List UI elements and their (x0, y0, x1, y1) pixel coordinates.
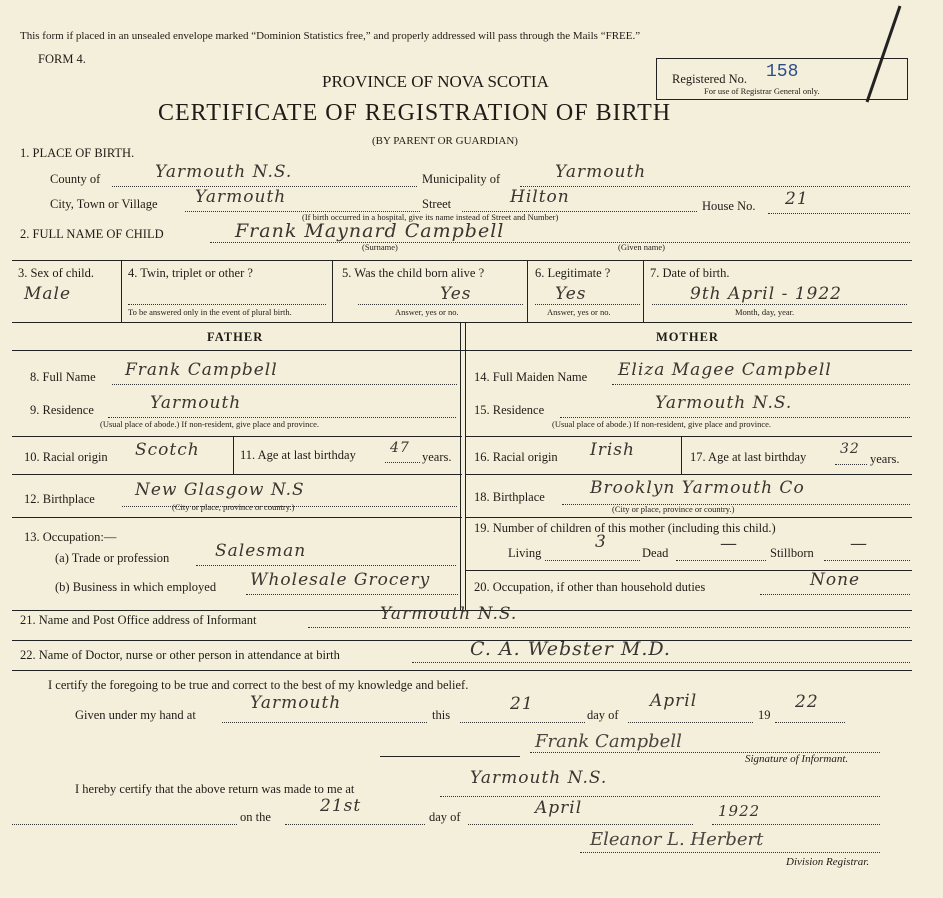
informant-label: 21. Name and Post Office address of Informant (20, 613, 257, 627)
given-place-value: Yarmouth (250, 693, 342, 713)
father-name-value: Frank Campbell (125, 360, 278, 380)
mother-racial-value: Irish (590, 440, 635, 460)
attendant-label: 22. Name of Doctor, nurse or other person in attendance at birth (20, 648, 340, 662)
mother-residence-label: 15. Residence (474, 403, 545, 417)
stillborn-value: — (850, 534, 868, 554)
sex-value: Male (24, 284, 72, 304)
municipality-label: Municipality of (422, 172, 501, 186)
child-name-value: Frank Maynard Campbell (235, 220, 505, 242)
father-birthplace-label: 12. Birthplace (24, 492, 95, 506)
return-day-of-label: day of (429, 810, 461, 824)
date-of-birth-value: 9th April - 1922 (690, 284, 842, 304)
stillborn-label: Stillborn (770, 546, 814, 560)
mother-name-value: Eliza Magee Campbell (618, 360, 832, 380)
street-label: Street (422, 197, 452, 211)
form-number: FORM 4. (38, 52, 86, 66)
registered-label: Registered No. (672, 72, 747, 86)
father-years-label: years. (422, 450, 452, 464)
mother-occupation-label: 20. Occupation, if other than household duties (474, 580, 706, 594)
plural-birth-label: 4. Twin, triplet or other ? (128, 266, 253, 280)
father-birthplace-note: (City or place, province or country.) (172, 502, 295, 512)
informant-signature-label: Signature of Informant. (745, 753, 849, 765)
dead-value: — (720, 534, 738, 554)
county-value: Yarmouth N.S. (155, 162, 293, 182)
pen-mark (855, 2, 905, 106)
this-label: this (432, 708, 451, 722)
mailing-notice: This form if placed in an unsealed envelope marked “Dominion Statistics free,” and properly addressed will pass through the Mails “FREE.” (20, 30, 641, 42)
sex-label: 3. Sex of child. (18, 266, 95, 280)
father-residence-value: Yarmouth (150, 393, 242, 413)
registrar-label: Division Registrar. (786, 856, 870, 868)
certificate-subtitle: (BY PARENT OR GUARDIAN) (372, 135, 518, 147)
mother-age-label: 17. Age at last birthday (690, 450, 807, 464)
mother-heading: MOTHER (656, 330, 719, 344)
father-racial-label: 10. Racial origin (24, 450, 108, 464)
mother-name-label: 14. Full Maiden Name (474, 370, 588, 384)
father-residence-note: (Usual place of abode.) If non-resident, give place and province. (100, 419, 320, 429)
certificate-title: CERTIFICATE OF REGISTRATION OF BIRTH (158, 100, 672, 126)
business-label: (b) Business in which employed (55, 580, 217, 594)
mother-residence-note: (Usual place of abode.) If non-resident, give place and province. (552, 419, 772, 429)
date-of-birth-label: 7. Date of birth. (650, 266, 730, 280)
given-month-value: April (650, 691, 698, 711)
mother-birthplace-note: (City or place, province or country.) (612, 504, 735, 514)
province-heading: PROVINCE OF NOVA SCOTIA (322, 72, 549, 91)
municipality-value: Yarmouth (555, 162, 647, 182)
return-month-value: April (535, 798, 583, 818)
plural-birth-note: To be answered only in the event of plural birth. (128, 307, 292, 317)
trade-label: (a) Trade or profession (55, 551, 170, 565)
return-day-value: 21st (320, 796, 362, 816)
trade-value: Salesman (215, 541, 307, 561)
informant-value: Yarmouth N.S. (380, 604, 518, 624)
mother-years-label: years. (870, 452, 900, 466)
mother-birthplace-value: Brooklyn Yarmouth Co (590, 478, 805, 498)
father-name-label: 8. Full Name (30, 370, 96, 384)
place-of-birth-label: 1. PLACE OF BIRTH. (20, 146, 135, 160)
year-prefix: 19 (758, 708, 771, 722)
legitimate-value: Yes (555, 284, 587, 304)
county-label: County of (50, 172, 101, 186)
given-under-hand-label: Given under my hand at (75, 708, 196, 722)
return-place-value: Yarmouth N.S. (470, 768, 608, 788)
child-name-label: 2. FULL NAME OF CHILD (20, 227, 164, 241)
informant-signature: Frank Campbell (535, 731, 682, 752)
born-alive-value: Yes (440, 284, 472, 304)
living-label: Living (508, 546, 542, 560)
registered-number: 158 (766, 62, 799, 82)
day-of-label: day of (587, 708, 619, 722)
attendant-value: C. A. Webster M.D. (470, 638, 671, 660)
living-value: 3 (595, 532, 607, 552)
hospital-note: (If birth occurred in a hospital, give its name instead of Street and Number) (302, 212, 559, 222)
father-heading: FATHER (207, 330, 264, 344)
children-count-label: 19. Number of children of this mother (including this child.) (474, 521, 776, 535)
legitimate-label: 6. Legitimate ? (535, 266, 611, 280)
given-day-value: 21 (510, 694, 534, 714)
business-value: Wholesale Grocery (250, 570, 431, 590)
father-residence-label: 9. Residence (30, 403, 94, 417)
street-value: Hilton (510, 187, 570, 207)
mother-occupation-value: None (810, 570, 861, 590)
father-birthplace-value: New Glasgow N.S (135, 480, 305, 500)
house-label: House No. (702, 199, 756, 213)
on-the-label: on the (240, 810, 271, 824)
return-year-value: 1922 (718, 802, 761, 820)
certify-statement: I certify the foregoing to be true and correct to the best of my knowledge and belief. (48, 678, 469, 692)
registered-note: For use of Registrar General only. (704, 86, 820, 96)
born-alive-note: Answer, yes or no. (395, 307, 459, 317)
legitimate-note: Answer, yes or no. (547, 307, 611, 317)
given-year-value: 22 (795, 692, 819, 712)
mother-residence-value: Yarmouth N.S. (655, 393, 793, 413)
father-age-value: 47 (390, 440, 410, 456)
father-racial-value: Scotch (135, 440, 200, 460)
mother-racial-label: 16. Racial origin (474, 450, 558, 464)
surname-note: (Surname) (362, 242, 398, 252)
born-alive-label: 5. Was the child born alive ? (342, 266, 485, 280)
dead-label: Dead (642, 546, 669, 560)
return-statement: I hereby certify that the above return was made to me at (75, 782, 355, 796)
registrar-signature: Eleanor L. Herbert (590, 829, 764, 850)
house-value: 21 (785, 189, 809, 209)
city-value: Yarmouth (195, 187, 287, 207)
mother-birthplace-label: 18. Birthplace (474, 490, 545, 504)
father-age-label: 11. Age at last birthday (240, 448, 356, 462)
city-label: City, Town or Village (50, 197, 158, 211)
mother-age-value: 32 (840, 441, 860, 457)
occupation-label: 13. Occupation:— (24, 530, 117, 544)
date-of-birth-note: Month, day, year. (735, 307, 795, 317)
given-name-note: (Given name) (618, 242, 665, 252)
